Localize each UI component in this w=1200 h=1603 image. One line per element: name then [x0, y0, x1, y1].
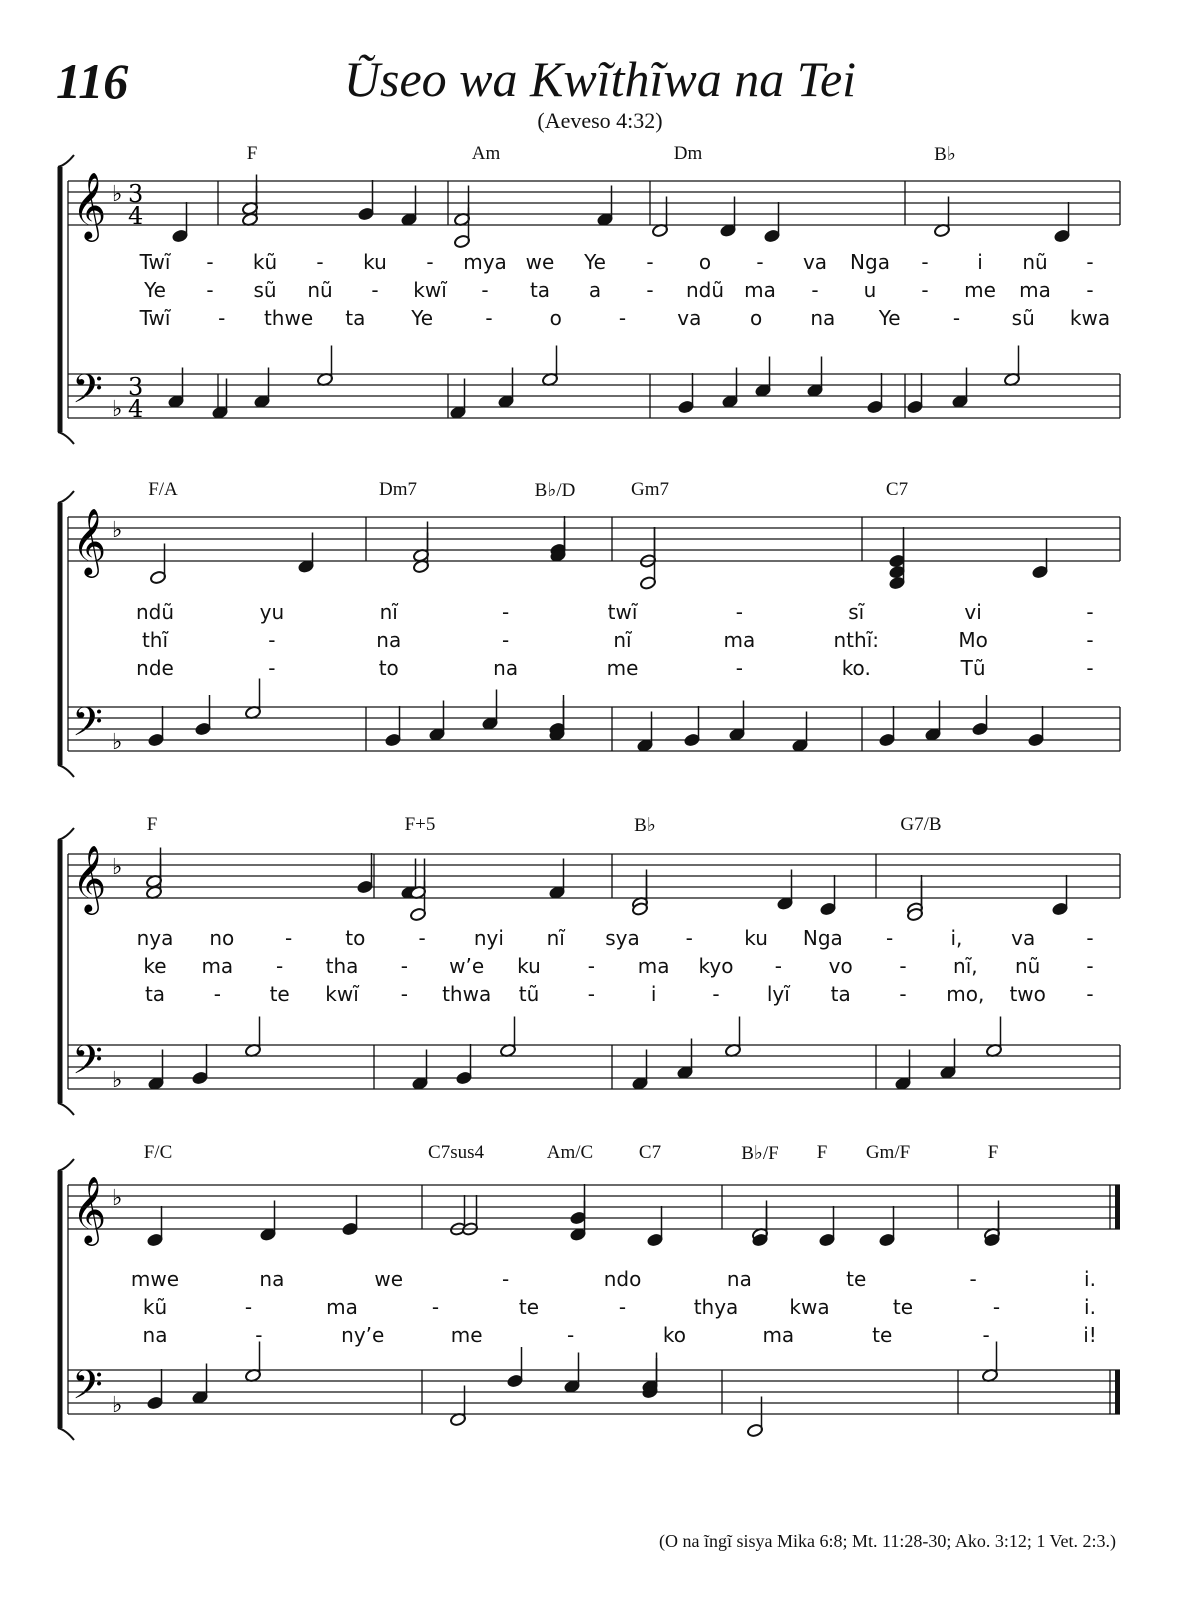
lyric-syllable: tũ [518, 982, 540, 1006]
chord-symbol: F+5 [404, 814, 436, 835]
bass-clef-icon: 𝄢 [72, 1362, 103, 1418]
chord-symbol: F [816, 1142, 828, 1163]
lyric-syllable: - [969, 1267, 977, 1291]
lyric-syllable: nũ [307, 278, 333, 302]
lyric-syllable: va [802, 250, 828, 274]
chord-symbol: Gm/F [865, 1142, 911, 1163]
chord-symbol: G7/B [900, 814, 942, 835]
lyric-syllable: Twĩ [139, 306, 171, 330]
lyric-syllable: nĩ [613, 628, 632, 652]
lyric-syllable: ku [363, 250, 387, 274]
lyric-syllable: - [587, 982, 595, 1006]
related-references: (O na ĩngĩ sisya Mika 6:8; Mt. 11:28-30; Ako. 3:12; 1 Vet. 2:3.) [659, 1531, 1116, 1551]
chord-symbol: C7 [638, 1142, 662, 1163]
lyric-syllable: - [400, 954, 408, 978]
lyric-syllable: Nga [850, 250, 890, 274]
lyric-syllable: nĩ [379, 600, 398, 624]
flat-icon: ♭ [112, 1068, 123, 1093]
lyric-syllable: - [316, 250, 324, 274]
lyric-syllable: - [566, 1323, 575, 1347]
time-signature-top: 3 [128, 180, 144, 208]
bass-staff [68, 1370, 1120, 1414]
lyric-syllable: ta [830, 982, 851, 1006]
lyric-syllable: o [698, 250, 712, 274]
lyric-syllable: - [206, 278, 214, 302]
chord-symbol: Gm7 [631, 479, 669, 500]
lyric-syllable: Ye [144, 278, 166, 302]
lyric-syllable: ma [1019, 278, 1051, 302]
lyric-syllable: Twĩ [139, 250, 171, 274]
lyric-syllable: ta [144, 982, 166, 1006]
lyric-syllable: na [493, 656, 519, 680]
lyric-syllable: - [899, 954, 907, 978]
lyric-syllable: ko [662, 1323, 686, 1347]
lyric-syllable: te [872, 1323, 893, 1347]
lyric-syllable: i [977, 250, 983, 274]
lyric-syllable: kwĩ [413, 278, 447, 302]
lyric-syllable: w’e [449, 954, 485, 978]
lyric-syllable: - [756, 250, 764, 274]
treble-clef-icon: 𝄞 [72, 1175, 107, 1243]
lyric-syllable: - [646, 250, 654, 274]
lyric-syllable: ny’e [341, 1323, 385, 1347]
lyric-syllable: - [899, 982, 907, 1006]
flat-icon: ♭ [112, 397, 123, 422]
lyric-syllable: ma [723, 628, 756, 652]
lyric-syllable: mwe [130, 1267, 180, 1291]
lyric-syllable: ndũ [135, 600, 175, 624]
lyric-syllable: na [259, 1267, 285, 1291]
lyric-syllable: kũ [252, 250, 278, 274]
lyric-syllable: ku [517, 954, 541, 978]
lyric-syllable: - [485, 306, 493, 330]
lyric-syllable: kũ [142, 1295, 168, 1319]
lyric-syllable: - [735, 600, 743, 624]
lyric-syllable: o [549, 306, 562, 330]
lyric-syllable: i, [950, 926, 963, 950]
lyric-syllable: we [374, 1267, 404, 1291]
chord-symbol: C7 [885, 479, 909, 500]
lyric-syllable: ndo [603, 1267, 642, 1291]
lyric-syllable: - [1086, 954, 1094, 978]
lyric-syllable: - [646, 278, 654, 302]
lyric-syllable: nthĩ: [833, 628, 879, 652]
lyric-syllable: - [213, 982, 221, 1006]
lyric-syllable: te [846, 1267, 867, 1291]
lyric-syllable: nde [136, 656, 174, 680]
lyric-syllable: - [255, 1323, 263, 1347]
hymn-number: 116 [56, 53, 129, 109]
lyric-syllable: to [378, 656, 399, 680]
lyric-syllable: to [345, 926, 366, 950]
lyric-syllable: - [618, 1295, 627, 1319]
lyric-syllable: - [774, 954, 782, 978]
chord-symbol: F [987, 1142, 999, 1163]
lyric-syllable: nĩ [546, 926, 565, 950]
lyric-syllable: tha [325, 954, 359, 978]
treble-staff [68, 181, 1120, 225]
chord-symbol: B♭ [934, 144, 956, 165]
lyric-syllable: na [726, 1267, 752, 1291]
lyric-syllable: Nga [802, 926, 843, 950]
time-signature-bottom: 4 [128, 395, 144, 423]
lyric-syllable: - [685, 926, 693, 950]
lyric-syllable: - [481, 278, 489, 302]
flat-icon: ♭ [112, 855, 123, 880]
lyric-syllable: mya [463, 250, 507, 274]
bass-clef-icon: 𝄢 [72, 1037, 103, 1093]
flat-icon: ♭ [112, 518, 123, 543]
flat-icon: ♭ [112, 1393, 123, 1418]
lyric-syllable: i. [1084, 1295, 1096, 1319]
treble-clef-icon: 𝄞 [72, 844, 107, 912]
lyric-syllable: - [952, 306, 961, 330]
lyric-syllable: - [1086, 600, 1094, 624]
lyric-syllable: no [209, 926, 235, 950]
treble-clef-icon: 𝄞 [72, 507, 107, 575]
lyric-syllable: kwa [1069, 306, 1111, 330]
lyric-syllable: lyĩ [766, 982, 790, 1006]
lyric-syllable: Ye [878, 306, 901, 330]
lyric-syllable: o [749, 306, 763, 330]
lyric-syllable: - [587, 954, 595, 978]
flat-icon: ♭ [112, 182, 123, 207]
lyric-syllable: a [588, 278, 602, 302]
chord-symbol: F [146, 814, 158, 835]
lyric-syllable: thĩ [141, 628, 169, 652]
lyric-syllable: ma [637, 954, 670, 978]
lyric-syllable: - [921, 278, 929, 302]
lyric-syllable: nya [136, 926, 174, 950]
lyric-syllable: - [1086, 250, 1094, 274]
lyric-syllable: kwĩ [325, 982, 359, 1006]
bass-clef-icon: 𝄢 [72, 699, 103, 755]
lyric-syllable: we [525, 250, 555, 274]
lyric-syllable: te [518, 1295, 540, 1319]
treble-staff [68, 517, 1120, 561]
lyric-syllable: nũ [1014, 954, 1041, 978]
lyric-syllable: nũ [1022, 250, 1048, 274]
lyric-syllable: na [142, 1323, 168, 1347]
lyric-syllable: - [431, 1295, 440, 1319]
lyric-syllable: ma [744, 278, 776, 302]
lyric-syllable: ndũ [685, 278, 725, 302]
chord-symbol: Dm7 [379, 479, 417, 500]
lyric-syllable: me [606, 656, 639, 680]
lyric-syllable: - [811, 278, 819, 302]
lyric-syllable: ko. [841, 656, 871, 680]
lyric-syllable: ku [744, 926, 768, 950]
flat-icon: ♭ [112, 1186, 123, 1211]
lyric-syllable: ke [143, 954, 167, 978]
lyric-syllable: ma [326, 1295, 358, 1319]
lyric-syllable: twĩ [607, 600, 638, 624]
lyric-syllable: - [426, 250, 434, 274]
lyric-syllable: two [1009, 982, 1046, 1006]
lyric-syllable: ma [201, 954, 234, 978]
lyric-syllable: - [1086, 278, 1094, 302]
lyric-syllable: - [618, 306, 627, 330]
lyric-syllable: thwa [442, 982, 492, 1006]
lyric-syllable: - [992, 1295, 1001, 1319]
lyric-syllable: yu [259, 600, 285, 624]
lyric-syllable: - [735, 656, 743, 680]
lyric-syllable: - [712, 982, 720, 1006]
lyric-syllable: thya [693, 1295, 739, 1319]
chord-symbol: B♭/D [534, 480, 576, 501]
lyric-syllable: te [269, 982, 290, 1006]
chord-symbol: F/C [143, 1142, 173, 1163]
scripture-reference: (Aeveso 4:32) [537, 108, 663, 133]
lyric-syllable: - [502, 628, 510, 652]
lyric-syllable: nĩ, [953, 954, 978, 978]
lyric-syllable: sũ [1011, 306, 1035, 330]
lyric-syllable: Ye [584, 250, 606, 274]
lyric-syllable: - [921, 250, 929, 274]
lyric-syllable: thwe [263, 306, 314, 330]
lyric-syllable: va [1011, 926, 1036, 950]
lyric-syllable: me [964, 278, 996, 302]
hymn-title: Ũseo wa Kwĩthĩwa na Tei [343, 51, 857, 107]
lyric-syllable: mo, [946, 982, 985, 1006]
flat-icon: ♭ [112, 730, 123, 755]
treble-clef-icon: 𝄞 [72, 171, 107, 239]
lyric-syllable: kwa [789, 1295, 830, 1319]
lyric-syllable: - [284, 926, 293, 950]
lyric-syllable: kyo [698, 954, 734, 978]
lyric-syllable: - [502, 600, 510, 624]
lyric-syllable: - [1086, 628, 1094, 652]
lyric-syllable: i. [1084, 1267, 1096, 1291]
lyric-syllable: ta [345, 306, 366, 330]
chord-symbol: C7sus4 [428, 1142, 484, 1163]
lyric-syllable: nyi [473, 926, 504, 950]
lyric-syllable: - [1086, 656, 1094, 680]
lyric-syllable: - [886, 926, 894, 950]
lyric-syllable: te [892, 1295, 914, 1319]
chord-symbol: Am/C [546, 1142, 594, 1163]
lyric-syllable: ta [529, 278, 551, 302]
lyric-syllable: i! [1083, 1323, 1097, 1347]
chord-symbol: B♭/F [741, 1143, 779, 1164]
lyric-syllable: - [268, 628, 276, 652]
bass-staff [68, 707, 1120, 751]
time-signature-bottom: 4 [128, 202, 144, 230]
chord-symbol: F/A [148, 479, 178, 500]
lyric-syllable: Ye [411, 306, 434, 330]
chord-symbol: F [246, 143, 258, 164]
chord-symbol: Dm [673, 143, 703, 164]
lyric-syllable: - [418, 926, 426, 950]
lyric-syllable: - [206, 250, 214, 274]
lyric-syllable: - [1086, 926, 1094, 950]
lyric-syllable: na [810, 306, 836, 330]
lyric-syllable: - [502, 1267, 510, 1291]
lyric-syllable: - [218, 306, 226, 330]
system-4 [58, 1159, 1120, 1440]
lyric-syllable: me [450, 1323, 483, 1347]
lyric-syllable: ma [762, 1323, 795, 1347]
lyric-syllable: Tũ [960, 656, 986, 680]
lyric-syllable: i [650, 982, 657, 1006]
lyric-syllable: u [863, 278, 877, 302]
lyric-syllable: Mo [958, 628, 988, 652]
lyric-syllable: sĩ [848, 600, 865, 624]
lyric-syllable: - [244, 1295, 253, 1319]
lyric-syllable: sya [605, 926, 640, 950]
lyric-syllable: sũ [253, 278, 277, 302]
lyric-syllable: - [276, 954, 284, 978]
lyric-syllable: - [982, 1323, 990, 1347]
lyric-syllable: va [677, 306, 702, 330]
time-signature-top: 3 [128, 373, 144, 401]
lyric-syllable: - [268, 656, 276, 680]
lyric-syllable: - [371, 278, 379, 302]
lyric-syllable: na [376, 628, 402, 652]
lyric-syllable: - [400, 982, 408, 1006]
chord-symbol: B♭ [634, 815, 656, 836]
bass-staff [68, 1045, 1120, 1089]
bass-clef-icon: 𝄢 [72, 366, 103, 422]
chord-symbol: Am [471, 143, 501, 164]
lyric-syllable: - [1086, 982, 1094, 1006]
treble-staff [68, 1185, 1120, 1229]
treble-staff [68, 854, 1120, 898]
lyric-syllable: vo [828, 954, 853, 978]
lyric-syllable: vi [964, 600, 982, 624]
